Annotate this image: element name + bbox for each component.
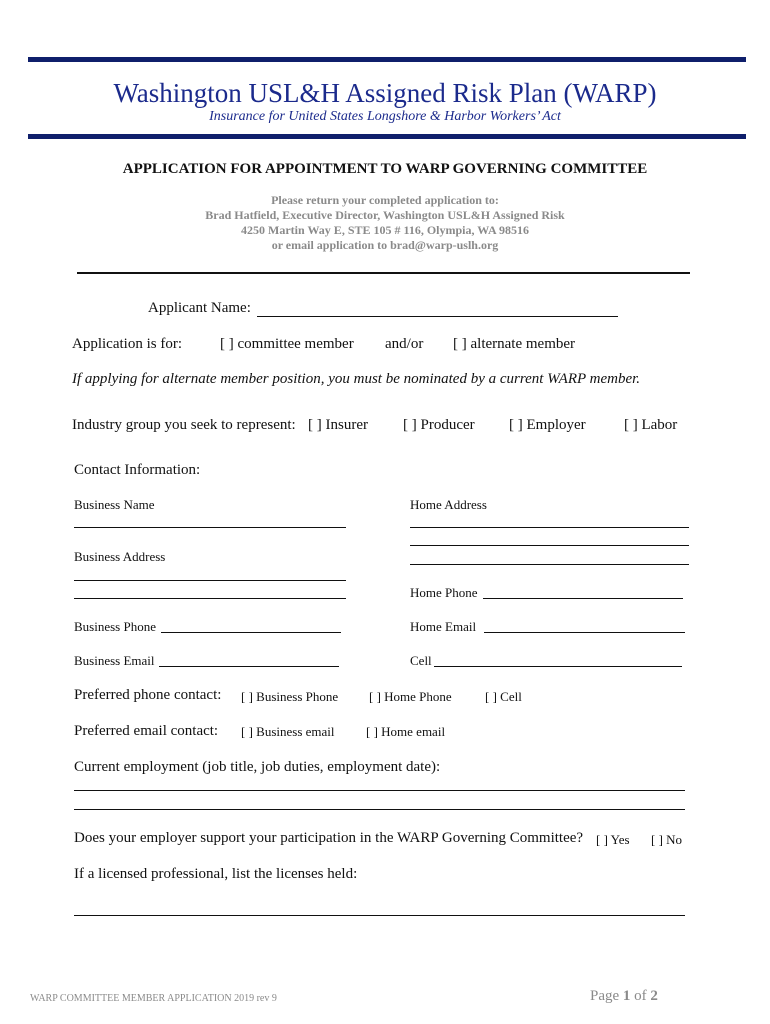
- page-of: of: [630, 988, 651, 1004]
- business-address-field-1[interactable]: [74, 580, 346, 581]
- industry-group-label: Industry group you seek to represent:: [72, 417, 296, 433]
- insurer-checkbox[interactable]: [ ] Insurer: [308, 417, 368, 433]
- header-top-rule: [28, 57, 746, 62]
- home-email-field[interactable]: [484, 632, 685, 633]
- cell-label: Cell: [410, 653, 432, 668]
- business-phone-label: Business Phone: [74, 619, 156, 634]
- business-name-label: Business Name: [74, 497, 155, 512]
- return-info-line-4: or email application to brad@warp-uslh.org: [271, 238, 499, 252]
- page-subtitle: Insurance for United States Longshore & Harbor Workers’ Act: [209, 109, 561, 124]
- alternate-note: If applying for alternate member position, you must be nominated by a current WARP member.: [72, 371, 641, 387]
- page-word: Page: [590, 988, 623, 1004]
- business-address-label: Business Address: [74, 549, 166, 564]
- and-or-text: and/or: [385, 336, 424, 352]
- return-info-line-1: Please return your completed application to:: [271, 193, 499, 207]
- alternate-member-checkbox[interactable]: [ ] alternate member: [453, 336, 576, 352]
- employer-support-label: Does your employer support your participation in the WARP Governing Committee?: [74, 830, 584, 846]
- business-phone-field[interactable]: [161, 632, 341, 633]
- business-name-field[interactable]: [74, 527, 346, 528]
- pref-home-email-checkbox[interactable]: [ ] Home email: [366, 724, 446, 739]
- return-info-line-2: Brad Hatfield, Executive Director, Washington USL&H Assigned Risk: [205, 208, 565, 222]
- support-no-checkbox[interactable]: [ ] No: [651, 832, 683, 847]
- support-yes-checkbox[interactable]: [ ] Yes: [596, 832, 630, 847]
- page-indicator: [590, 988, 658, 1005]
- home-phone-field[interactable]: [483, 598, 683, 599]
- preferred-email-label: Preferred email contact:: [74, 723, 219, 739]
- committee-member-checkbox[interactable]: [ ] committee member: [220, 336, 354, 352]
- licenses-label: If a licensed professional, list the licenses held:: [74, 866, 358, 882]
- home-address-field-3[interactable]: [410, 564, 689, 565]
- return-info-line-3: 4250 Martin Way E, STE 105 # 116, Olympia, WA 98516: [241, 223, 529, 237]
- pref-business-email-checkbox[interactable]: [ ] Business email: [241, 724, 335, 739]
- header-bottom-rule: [28, 134, 746, 139]
- home-phone-label: Home Phone: [410, 585, 478, 600]
- pref-cell-checkbox[interactable]: [ ] Cell: [485, 689, 522, 704]
- employer-checkbox[interactable]: [ ] Employer: [509, 417, 586, 433]
- home-address-label: Home Address: [410, 497, 487, 512]
- applicant-name-field[interactable]: [257, 316, 618, 317]
- producer-checkbox[interactable]: [ ] Producer: [403, 417, 475, 433]
- employment-field-2[interactable]: [74, 809, 685, 810]
- business-email-field[interactable]: [159, 666, 339, 667]
- home-address-field-2[interactable]: [410, 545, 689, 546]
- labor-checkbox[interactable]: [ ] Labor: [624, 417, 678, 433]
- employment-field-1[interactable]: [74, 790, 685, 791]
- form-heading: APPLICATION FOR APPOINTMENT TO WARP GOVERNING COMMITTEE: [122, 161, 648, 177]
- page-number: 1: [622, 988, 631, 1004]
- page-total: 2: [650, 988, 658, 1004]
- section-divider: [77, 272, 690, 274]
- home-email-label: Home Email: [410, 619, 477, 634]
- pref-home-phone-checkbox[interactable]: [ ] Home Phone: [369, 689, 452, 704]
- employment-label: Current employment (job title, job duties, employment date):: [74, 759, 441, 775]
- business-email-label: Business Email: [74, 653, 155, 668]
- business-address-field-2[interactable]: [74, 598, 346, 599]
- pref-business-phone-checkbox[interactable]: [ ] Business Phone: [241, 689, 339, 704]
- application-for-label: Application is for:: [72, 336, 182, 352]
- footer-doc-id: WARP COMMITTEE MEMBER APPLICATION 2019 rev 9: [30, 993, 277, 1004]
- contact-info-heading: Contact Information:: [74, 462, 201, 478]
- cell-field[interactable]: [434, 666, 682, 667]
- applicant-name-label: Applicant Name:: [148, 300, 251, 316]
- preferred-phone-label: Preferred phone contact:: [74, 687, 222, 703]
- licenses-field[interactable]: [74, 915, 685, 916]
- page-title: Washington USL&H Assigned Risk Plan (WARP): [113, 78, 657, 108]
- home-address-field-1[interactable]: [410, 527, 689, 528]
